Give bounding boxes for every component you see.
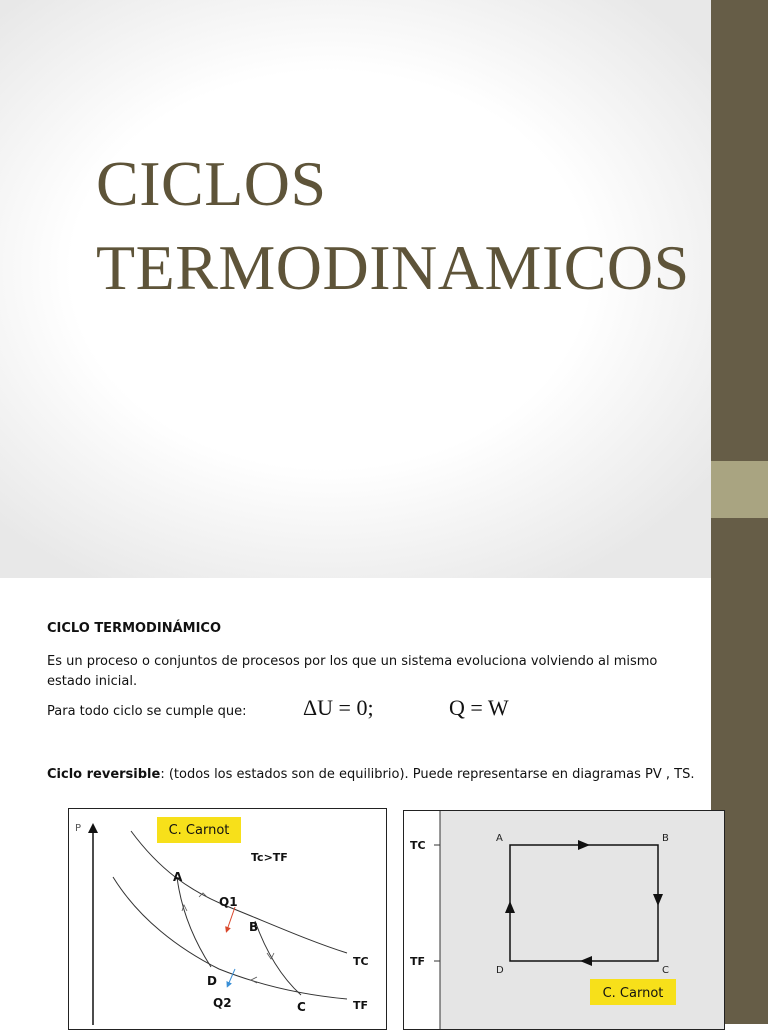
ts-point-a-label: A bbox=[496, 833, 503, 844]
point-b-label: B bbox=[249, 920, 259, 934]
temperature-condition: Tc>TF bbox=[251, 851, 288, 864]
slide-title bbox=[96, 142, 690, 310]
ts-point-b-label: B bbox=[662, 833, 669, 844]
point-c-label: C bbox=[297, 1000, 306, 1014]
definition-text: Es un proceso o conjuntos de procesos por los que un sistema evoluciona volviendo al mismo estado inicial. bbox=[47, 654, 658, 689]
pv-carnot-badge-text: C. Carnot bbox=[168, 823, 230, 838]
equation-internal-energy: ΔU = 0; bbox=[303, 695, 374, 720]
q2-label: Q2 bbox=[213, 996, 232, 1010]
side-bar-accent bbox=[711, 461, 768, 518]
q1-label: Q1 bbox=[219, 895, 238, 909]
p-axis-arrow-icon bbox=[88, 823, 98, 833]
q1-arrow-icon bbox=[227, 907, 235, 930]
equation-heat-work: Q = W bbox=[449, 695, 509, 720]
isotherm-tc-curve bbox=[131, 831, 347, 953]
reversible-cycle-label: Ciclo reversible bbox=[47, 767, 161, 782]
pv-diagram-svg bbox=[69, 809, 386, 1029]
tc-curve-label: TC bbox=[353, 955, 369, 968]
reversible-cycle-description: : (todos los estados son de equilibrio). Puede representarse en diagramas PV , TS. bbox=[160, 767, 695, 782]
tf-curve-label: TF bbox=[353, 999, 369, 1012]
ts-carnot-badge-text: C. Carnot bbox=[602, 986, 664, 1001]
point-d-label: D bbox=[207, 974, 217, 988]
point-a-label: A bbox=[173, 870, 183, 884]
title-line-1: CICLOS bbox=[96, 148, 327, 219]
content-slide bbox=[0, 578, 711, 1024]
pv-diagram bbox=[68, 808, 387, 1030]
ts-tf-label: TF bbox=[410, 955, 426, 968]
section-heading: CICLO TERMODINÁMICO bbox=[47, 621, 221, 636]
ts-diagram-svg bbox=[404, 811, 724, 1029]
ts-point-c-label: C bbox=[662, 965, 669, 976]
adiabat-da-curve bbox=[177, 877, 211, 967]
ts-diagram bbox=[403, 810, 725, 1030]
ts-tc-label: TC bbox=[410, 839, 426, 852]
q2-arrow-icon bbox=[228, 969, 235, 985]
title-line-2: TERMODINAMICOS bbox=[96, 232, 690, 303]
cycle-condition-text: Para todo ciclo se cumple que: bbox=[47, 704, 247, 719]
ts-point-d-label: D bbox=[496, 965, 504, 976]
reversible-cycle-text bbox=[47, 767, 694, 782]
p-axis-label: P bbox=[75, 823, 82, 834]
